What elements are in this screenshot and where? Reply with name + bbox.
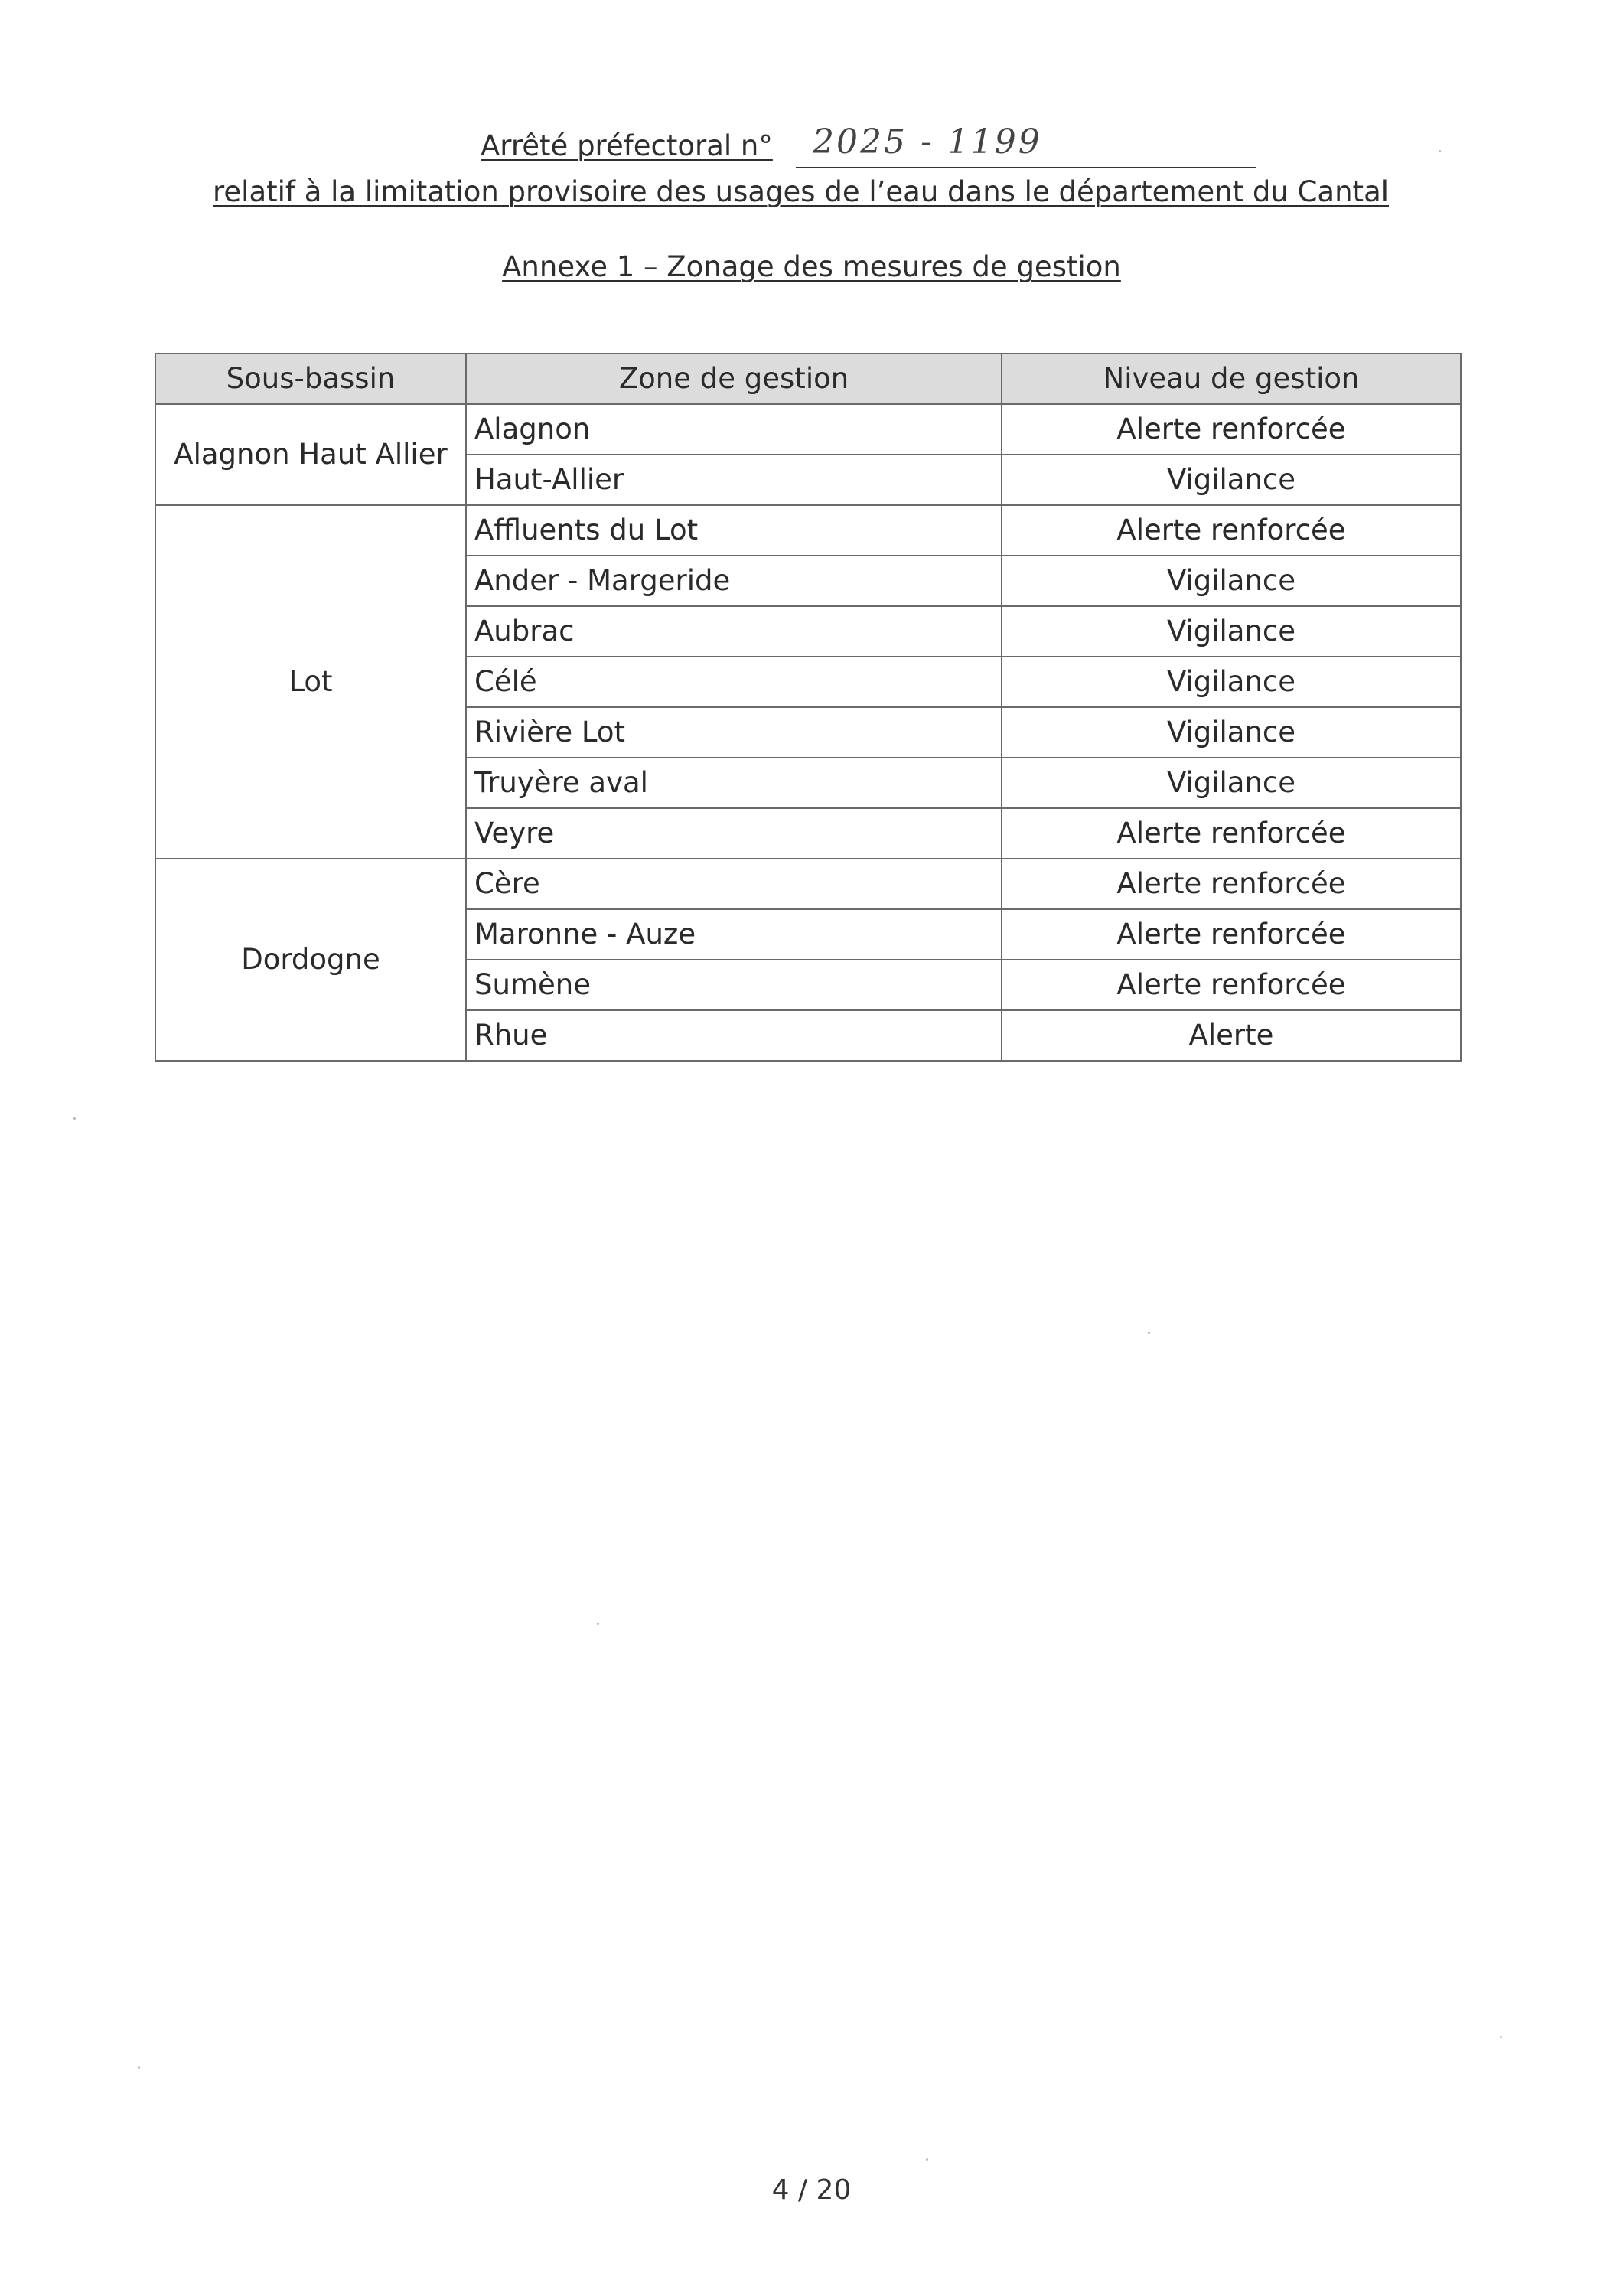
niveau-cell: Vigilance	[1002, 707, 1461, 758]
scan-speck	[1148, 1332, 1150, 1334]
zone-cell: Aubrac	[466, 606, 1002, 657]
sous-bassin-cell: Lot	[155, 505, 466, 859]
zone-cell: Rhue	[466, 1010, 1002, 1061]
niveau-cell: Alerte renforcée	[1002, 404, 1461, 455]
scan-speck	[1439, 150, 1441, 152]
niveau-cell: Vigilance	[1002, 657, 1461, 707]
niveau-cell: Alerte	[1002, 1010, 1461, 1061]
scan-speck	[138, 2066, 140, 2069]
niveau-cell: Alerte renforcée	[1002, 859, 1461, 909]
niveau-cell: Alerte renforcée	[1002, 505, 1461, 556]
zone-cell: Haut-Allier	[466, 455, 1002, 505]
niveau-cell: Vigilance	[1002, 556, 1461, 606]
column-header-zone: Zone de gestion	[466, 354, 1002, 404]
zone-cell: Rivière Lot	[466, 707, 1002, 758]
niveau-cell: Vigilance	[1002, 455, 1461, 505]
niveau-cell: Alerte renforcée	[1002, 960, 1461, 1010]
table-row	[155, 859, 1461, 909]
arrete-number-handwritten: 2025 - 1199	[813, 122, 1042, 161]
niveau-cell: Alerte renforcée	[1002, 909, 1461, 960]
zone-cell: Sumène	[466, 960, 1002, 1010]
table-row	[155, 505, 1461, 556]
page-number: 4 / 20	[771, 2174, 852, 2206]
sous-bassin-cell: Alagnon Haut Allier	[155, 404, 466, 505]
arrete-prefix: Arrêté préfectoral n°	[481, 129, 773, 162]
table-header-row	[155, 354, 1461, 404]
niveau-cell: Alerte renforcée	[1002, 808, 1461, 859]
zonage-table	[155, 353, 1462, 1062]
zone-cell: Cère	[466, 859, 1002, 909]
column-header-sous-bassin: Sous-bassin	[155, 354, 466, 404]
column-header-niveau: Niveau de gestion	[1002, 354, 1461, 404]
niveau-cell: Vigilance	[1002, 758, 1461, 808]
scan-speck	[926, 2158, 928, 2161]
zone-cell: Maronne - Auze	[466, 909, 1002, 960]
zone-cell: Ander - Margeride	[466, 556, 1002, 606]
arrete-title	[481, 129, 773, 164]
annex-title	[0, 249, 1623, 285]
zone-cell: Truyère aval	[466, 758, 1002, 808]
sous-bassin-cell: Dordogne	[155, 859, 466, 1061]
niveau-cell: Vigilance	[1002, 606, 1461, 657]
zone-cell: Alagnon	[466, 404, 1002, 455]
annex-title-text: Annexe 1 – Zonage des mesures de gestion	[502, 250, 1121, 283]
scan-speck	[1500, 2036, 1502, 2038]
table-row	[155, 404, 1461, 455]
scan-speck	[597, 1623, 599, 1625]
zone-cell: Veyre	[466, 808, 1002, 859]
arrete-number-rule	[796, 167, 1256, 168]
scan-speck	[73, 1117, 76, 1120]
zone-cell: Affluents du Lot	[466, 505, 1002, 556]
arrete-subtitle: relatif à la limitation provisoire des usages de l’eau dans le département du Cantal	[213, 175, 1390, 208]
zone-cell: Célé	[466, 657, 1002, 707]
